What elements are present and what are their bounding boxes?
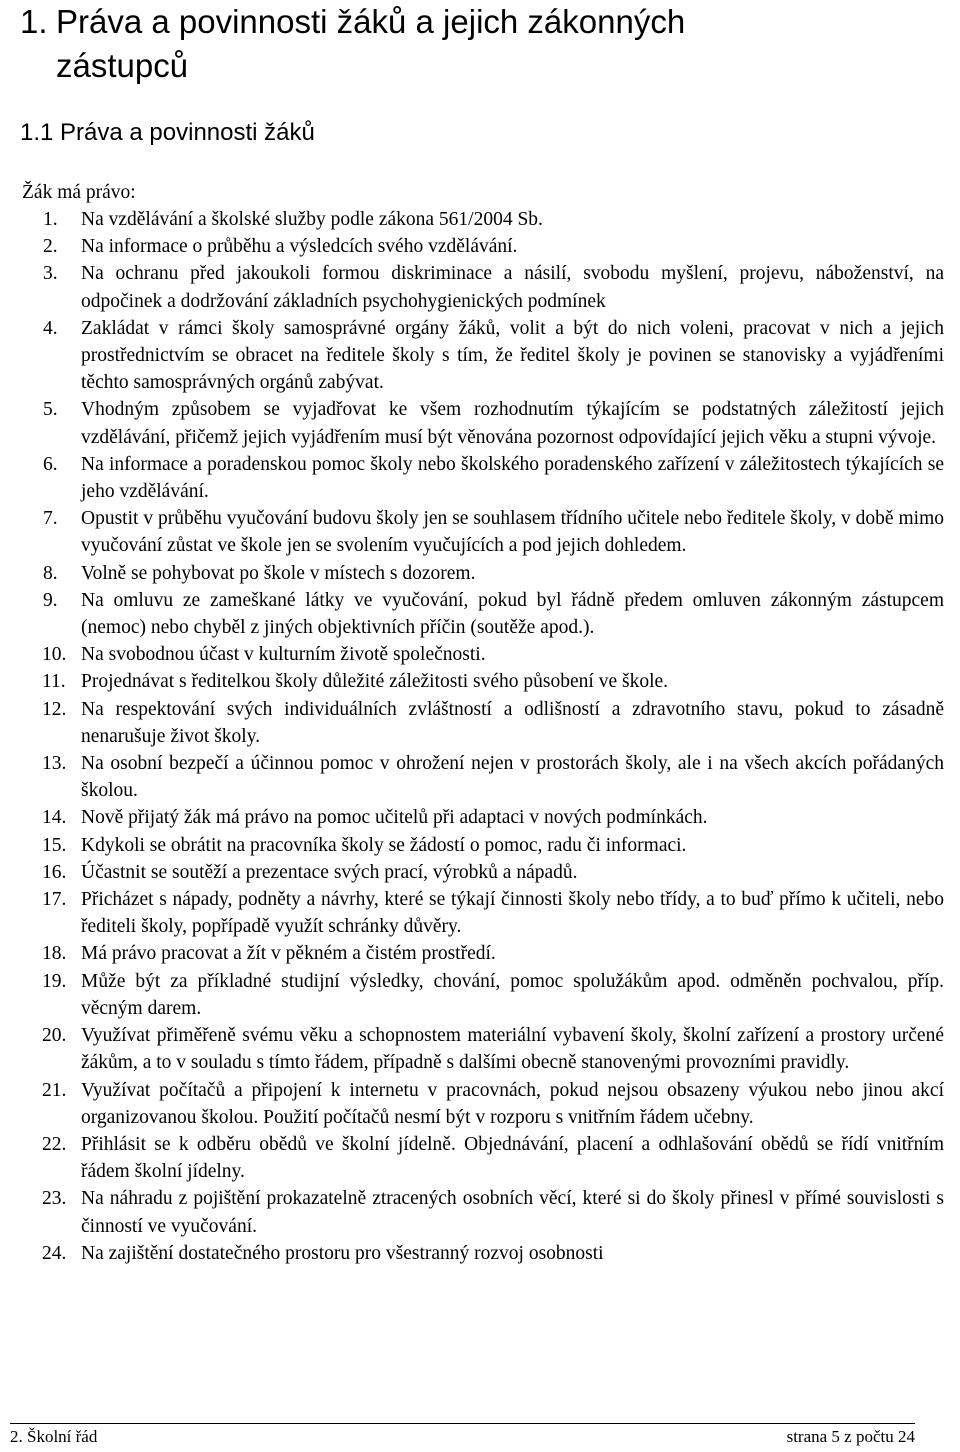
list-item-number: 8. bbox=[43, 562, 58, 584]
list-item-text: Přihlásit se k odběru obědů ve školní jídelně. Objednávání, placení a odhlašování obědů se řídí vnitřním řádem školní jídelny. bbox=[81, 1133, 944, 1183]
list-item bbox=[42, 886, 944, 940]
list-item bbox=[42, 1185, 944, 1239]
list-item-number: 4. bbox=[43, 317, 58, 339]
list-item-number: 21. bbox=[42, 1079, 67, 1101]
list-item-text: Na osobní bezpečí a účinnou pomoc v ohrožení nejen v prostorách školy, ale i na všech akcích pořádaných školou. bbox=[81, 753, 944, 802]
section-heading: 1.1 Práva a povinnosti žáků bbox=[20, 119, 315, 146]
list-item-number: 11. bbox=[42, 671, 66, 693]
list-item bbox=[42, 1240, 944, 1267]
list-item-number: 1. bbox=[43, 209, 58, 230]
list-item bbox=[43, 396, 944, 450]
list-item-number: 17. bbox=[42, 889, 67, 911]
list-item-number: 23. bbox=[42, 1188, 67, 1210]
rights-list bbox=[0, 206, 960, 1267]
list-item bbox=[43, 233, 944, 260]
list-item bbox=[43, 206, 944, 233]
list-item-number: 2. bbox=[43, 236, 58, 258]
chapter-title-line2: zástupců bbox=[56, 47, 189, 84]
list-item-number: 20. bbox=[42, 1025, 67, 1047]
list-item bbox=[42, 832, 944, 859]
footer-page-number: strana 5 z počtu 24 bbox=[786, 1427, 915, 1446]
list-item-number: 3. bbox=[43, 263, 58, 285]
list-item-number: 22. bbox=[42, 1133, 67, 1155]
list-item-text: Opustit v průběhu vyučování budovu školy jen se souhlasem třídního učitele nebo ředitele školy, v době mimo vyučování zůstat ve škole jen se svolením vyučujících a pod jejich dohledem. bbox=[81, 508, 944, 557]
list-item-text: Na omluvu ze zameškané látky ve vyučování, pokud byl řádně předem omluven zákonným zástupcem (nemoc) nebo chyběl z jiných objektivních příčin (soutěže apod.). bbox=[81, 589, 944, 639]
list-item bbox=[42, 804, 944, 831]
list-item-number: 7. bbox=[43, 508, 58, 530]
list-item bbox=[43, 315, 944, 397]
list-item-text: Na informace a poradenskou pomoc školy nebo školského poradenského zařízení v záležitostech týkajících se jeho vzdělávání. bbox=[81, 453, 944, 503]
list-item bbox=[42, 668, 944, 695]
list-item-number: 24. bbox=[42, 1242, 67, 1264]
page-footer bbox=[10, 1423, 915, 1448]
list-item-text: Projednávat s ředitelkou školy důležité záležitosti svého působení ve škole. bbox=[81, 671, 669, 693]
list-item-text: Na informace o průběhu a výsledcích svého vzdělávání. bbox=[81, 236, 518, 258]
list-item bbox=[42, 1077, 944, 1131]
list-item bbox=[42, 750, 944, 804]
list-item bbox=[42, 1022, 944, 1076]
list-item-number: 10. bbox=[42, 644, 67, 666]
list-item-number: 14. bbox=[42, 807, 67, 829]
list-item bbox=[42, 968, 944, 1022]
list-item bbox=[43, 587, 944, 641]
footer-document-name: 2. Školní řád bbox=[10, 1427, 98, 1446]
list-item-text: Kdykoli se obrátit na pracovníka školy se žádostí o pomoc, radu či informaci. bbox=[81, 834, 687, 856]
list-item bbox=[42, 940, 944, 967]
list-item-number: 13. bbox=[42, 753, 67, 775]
list-item bbox=[43, 505, 944, 559]
list-item-number: 18. bbox=[42, 943, 67, 965]
list-item-number: 5. bbox=[43, 399, 58, 421]
list-item-text: Na respektování svých individuálních zvláštností a odlišností a zdravotního stavu, pokud to zásadně nenarušuje život školy. bbox=[81, 698, 944, 747]
list-item-text: Může být za příkladné studijní výsledky, chování, pomoc spolužákům apod. odměněn pochvalou, příp. věcným darem. bbox=[81, 970, 944, 1019]
list-item-text: Využívat přiměřeně svému věku a schopnostem materiální vybavení školy, školní zařízení a prostory určené žákům, a to v souladu s tímto řádem, případně s dalšími obecně stanovenými provozními pravidly. bbox=[81, 1025, 944, 1074]
list-item-text: Přicházet s nápady, podněty a návrhy, které se týkají činnosti školy nebo třídy, a to buď přímo k učiteli, nebo řediteli školy, popřípadě využít schránky důvěry. bbox=[81, 889, 944, 938]
list-item bbox=[42, 859, 944, 886]
list-item-text: Volně se pohybovat po škole v místech s dozorem. bbox=[81, 562, 476, 584]
chapter-number: 1. bbox=[20, 3, 48, 40]
list-item bbox=[43, 560, 944, 587]
list-item-number: 6. bbox=[43, 453, 58, 475]
list-item bbox=[43, 451, 944, 505]
list-item-text: Na ochranu před jakoukoli formou diskriminace a násilí, svobodu myšlení, projevu, náboženství, na odpočinek a dodržování základních psychohygienických podmínek bbox=[81, 263, 944, 312]
list-item-number: 19. bbox=[42, 970, 67, 992]
list-item-text: Na zajištění dostatečného prostoru pro všestranný rozvoj osobnosti bbox=[81, 1242, 604, 1264]
list-item-number: 12. bbox=[42, 698, 67, 720]
list-item-text: Na náhradu z pojištění prokazatelně ztracených osobních věcí, které si do školy přinesl v přímé souvislosti s činností ve vyučování. bbox=[81, 1188, 944, 1237]
list-item-text: Na vzdělávání a školské služby podle zákona 561/2004 Sb. bbox=[81, 209, 543, 230]
list-item-text: Na svobodnou účast v kulturním životě společnosti. bbox=[81, 644, 486, 666]
list-item-number: 16. bbox=[42, 861, 67, 883]
chapter-heading bbox=[20, 0, 920, 88]
list-item-text: Nově přijatý žák má právo na pomoc učitelů při adaptaci v nových podmínkách. bbox=[81, 807, 708, 829]
list-item-text: Vhodným způsobem se vyjadřovat ke všem rozhodnutím týkajícím se podstatných záležitostí jejich vzdělávání, přičemž jejich vyjádřením musí být věnována pozornost odpovídající jejich věku a stupni vývoje. bbox=[81, 399, 944, 448]
list-item-number: 9. bbox=[43, 589, 58, 611]
list-item bbox=[42, 641, 944, 668]
list-item-text: Má právo pracovat a žít v pěkném a čistém prostředí. bbox=[81, 943, 496, 965]
list-item bbox=[42, 1131, 944, 1185]
list-item-number: 15. bbox=[42, 834, 67, 856]
list-item-text: Zakládat v rámci školy samosprávné orgány žáků, volit a být do nich voleni, pracovat v nich a jejich prostřednictvím se obracet na ředitele školy s tím, že ředitel školy je povinen se stanovisky a vyjádřeními těchto samosprávných orgánů zabývat. bbox=[81, 317, 944, 394]
list-item bbox=[43, 260, 944, 314]
list-item-text: Využívat počítačů a připojení k internetu v pracovnách, pokud nejsou obsazeny výukou nebo jinou akcí organizovanou školou. Použití počítačů nesmí být v rozporu s vnitřním řádem učebny. bbox=[81, 1079, 944, 1128]
list-intro: Žák má právo: bbox=[22, 182, 136, 203]
list-item bbox=[42, 696, 944, 750]
chapter-title-line1: Práva a povinnosti žáků a jejich zákonných bbox=[56, 3, 686, 40]
list-item-text: Účastnit se soutěží a prezentace svých prací, výrobků a nápadů. bbox=[81, 861, 578, 883]
